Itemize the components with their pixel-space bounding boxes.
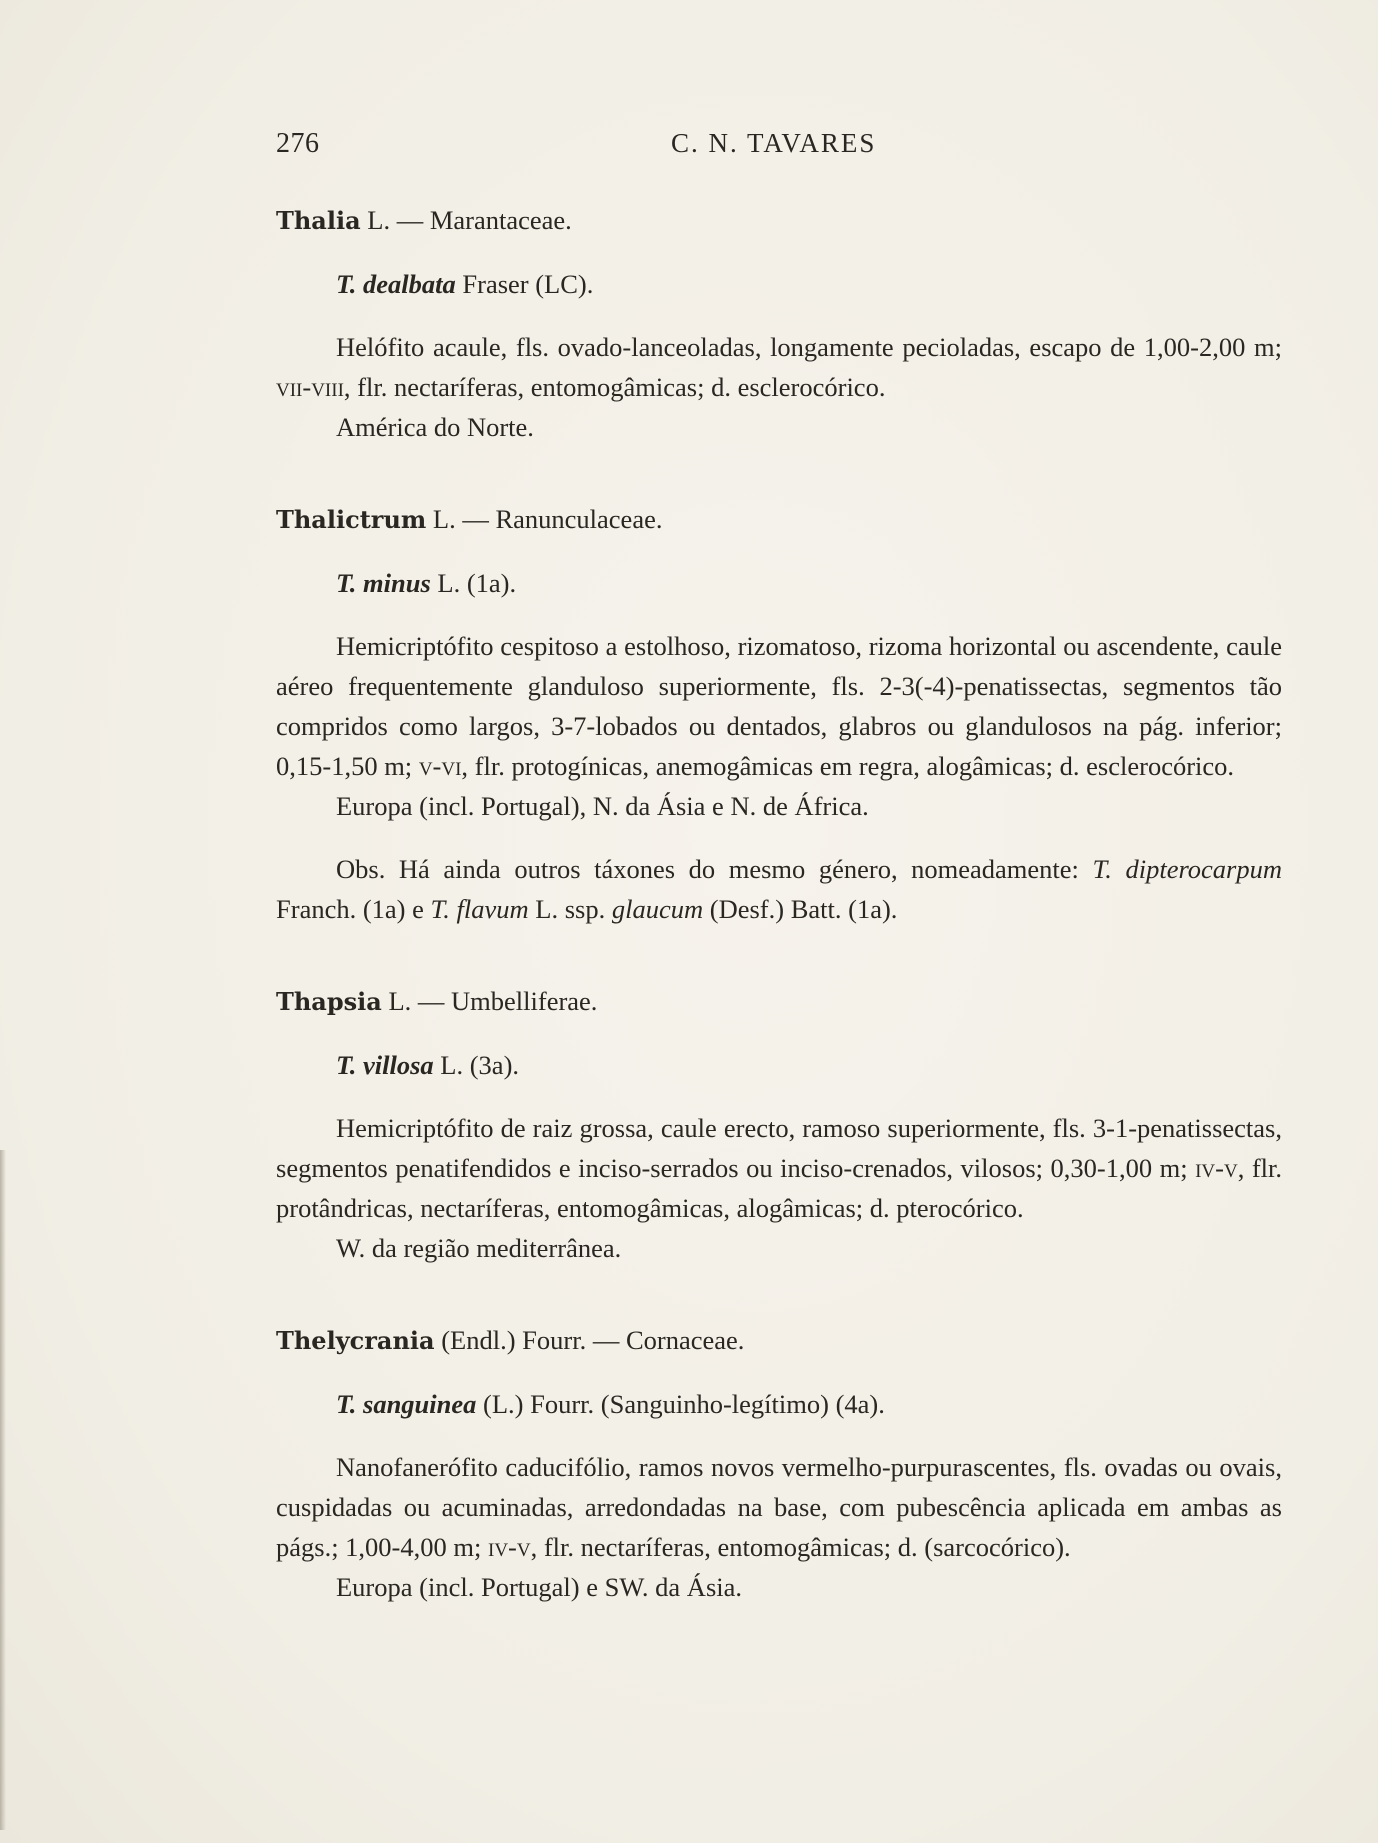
genus-name: Thalia <box>276 206 361 235</box>
flowering-months: iv-v <box>488 1532 531 1562</box>
page-spine-shadow <box>0 1150 6 1830</box>
dash: — <box>417 986 445 1016</box>
entry-thalictrum <box>276 499 1282 929</box>
page-number: 276 <box>276 128 320 159</box>
taxon-name: T. flavum <box>430 894 529 924</box>
taxon-name: T. dipterocarpum <box>1092 854 1282 884</box>
genus-name: Thalictrum <box>276 505 427 534</box>
genus-heading <box>276 1320 1282 1361</box>
dash: — <box>462 504 489 534</box>
distribution: Europa (incl. Portugal) e SW. da Ásia. <box>336 1572 743 1602</box>
distribution: América do Norte. <box>336 412 534 442</box>
genus-author: L. <box>367 205 391 235</box>
taxon-name: glaucum <box>611 894 704 924</box>
flowering-months: iv-v <box>1195 1153 1238 1183</box>
genus-name: Thapsia <box>276 987 382 1016</box>
page-header <box>276 128 1282 168</box>
genus-author: L. <box>388 986 412 1016</box>
genus-author: L. <box>432 504 456 534</box>
species-line <box>336 264 1282 304</box>
species-authority: Fraser (LC). <box>462 269 594 299</box>
entry-thalia <box>276 200 1282 447</box>
flowering-months: v-vi <box>418 751 462 781</box>
family-name: Marantaceae. <box>429 205 572 235</box>
species-authority: L. (3a). <box>440 1050 520 1080</box>
genus-author: (Endl.) Fourr. <box>441 1325 587 1355</box>
dash: — <box>396 205 424 235</box>
family-name: Cornaceae. <box>625 1325 745 1355</box>
flowering-months: vii-viii <box>276 372 344 402</box>
species-name: T. villosa <box>336 1050 434 1080</box>
genus-heading <box>276 499 1282 540</box>
species-line <box>336 1384 1282 1424</box>
family-name: Umbelliferae. <box>451 986 598 1016</box>
species-name: T. sanguinea <box>336 1389 477 1419</box>
entry-thelycrania <box>276 1320 1282 1607</box>
species-name: T. dealbata <box>336 269 456 299</box>
genus-heading <box>276 981 1282 1022</box>
running-head-author: C. N. TAVARES <box>671 128 877 158</box>
observation-note: Obs. Há ainda outros táxones do mesmo género, nomeadamente: T. dipterocarpum Franch. (1a) e T. flavum L. ssp. glaucum (Desf.) Batt. (1a). <box>276 854 1282 924</box>
species-description: Hemicriptófito cespitoso a estolhoso, rizomatoso, rizoma horizontal ou ascendente, caule aéreo frequentemente glanduloso superiormente, fls. 2-3(-4)-penatissectas, segmentos tão compridos como largos, 3-7-lobados ou dentados, glabros ou glandulosos na pág. inferior; 0,15-1,50 m; v-vi, flr. protogínicas, anemogâmicas em regra, alogâmicas; d. esclerocórico. <box>276 631 1282 781</box>
species-description: Nanofanerófito caducifólio, ramos novos vermelho-purpurascentes, fls. ovadas ou ovais, cuspidadas ou acuminadas, arredondadas na base, com pubescência aplicada em ambas as págs.; 1,00-4,00 m; iv-v, flr. nectaríferas, entomogâmicas; d. (sarcocórico). <box>276 1452 1282 1562</box>
genus-name: Thelycrania <box>276 1326 435 1355</box>
dash: — <box>592 1325 620 1355</box>
species-name: T. minus <box>336 568 431 598</box>
entry-thapsia <box>276 981 1282 1268</box>
species-authority: L. (1a). <box>437 568 517 598</box>
species-description: Helófito acaule, fls. ovado-lanceoladas, longamente pecioladas, escapo de 1,00-2,00 m; vii-viii, flr. nectaríferas, entomogâmicas; d. esclerocórico. <box>276 332 1282 402</box>
distribution: Europa (incl. Portugal), N. da Ásia e N. de África. <box>336 791 869 821</box>
family-name: Ranunculaceae. <box>495 504 663 534</box>
species-line <box>336 1045 1282 1085</box>
species-description: Hemicriptófito de raiz grossa, caule erecto, ramoso superiormente, fls. 3-1-penatissectas, segmentos penatifendidos e inciso-serrados ou inciso-crenados, vilosos; 0,30-1,00 m; iv-v, flr. protândricas, nectaríferas, entomogâmicas, alogâmicas; d. pterocórico. <box>276 1113 1282 1223</box>
species-line <box>336 563 1282 603</box>
distribution: W. da região mediterrânea. <box>336 1233 622 1263</box>
page-body <box>276 200 1282 1607</box>
species-authority: (L.) Fourr. (Sanguinho-legítimo) (4a). <box>483 1389 885 1419</box>
genus-heading <box>276 200 1282 241</box>
